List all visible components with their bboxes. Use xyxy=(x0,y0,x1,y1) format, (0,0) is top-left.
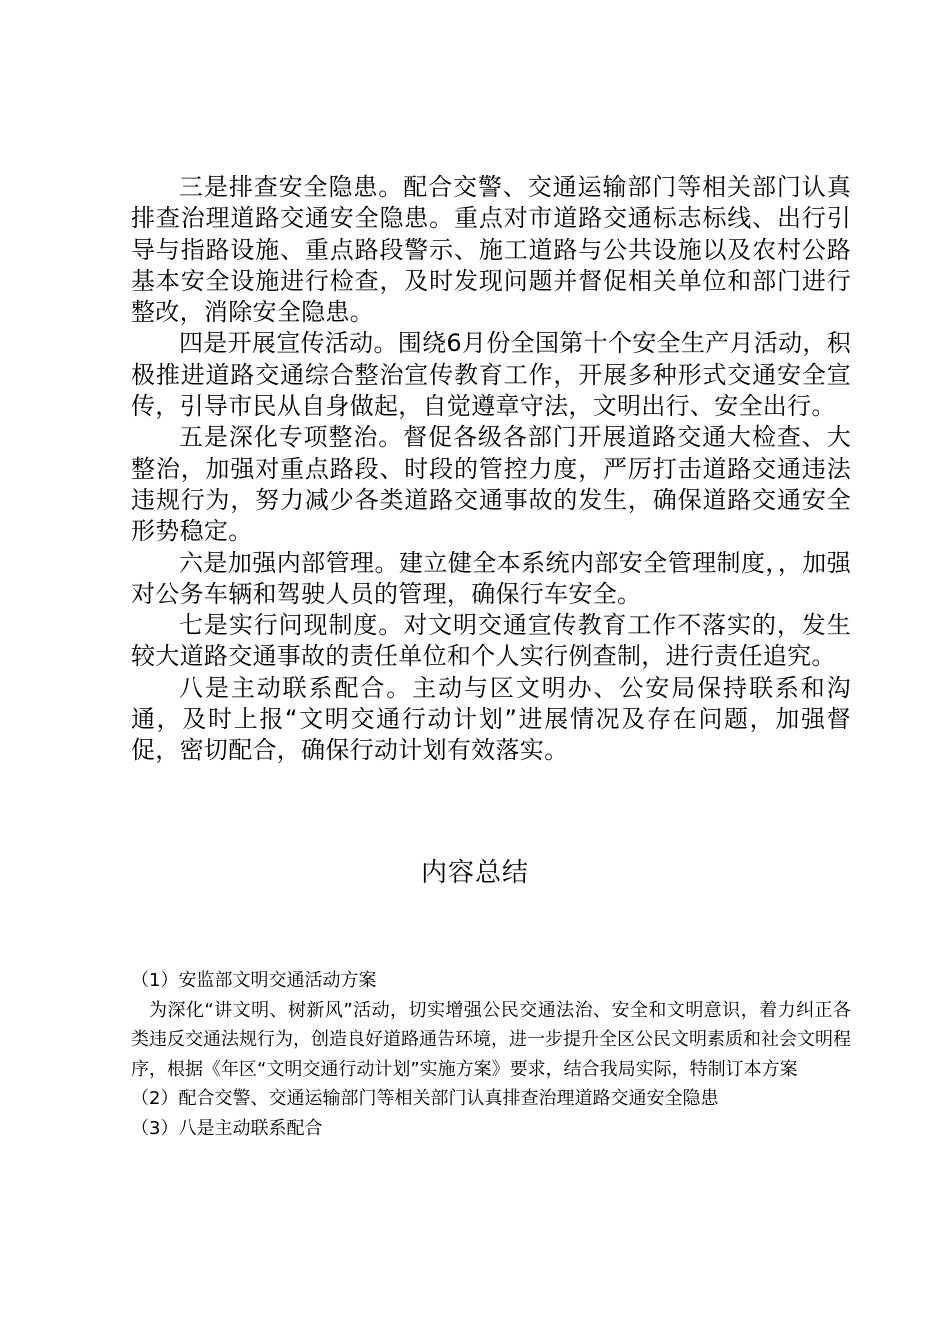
summary-section xyxy=(131,966,851,1143)
summary-title: 内容总结 xyxy=(420,858,529,888)
summary-item-1-text: 为深化“讲文明、树新风”活动，切实增强公民交通法治、安全和文明意识，着力纠正各类违反交通法规行为，创造良好道路通告环境，进一步提升全区公民文明素质和社会文明程序，根据《年区“文明交通行动计划”实施方案》要求，结合我局实际，特制订本方案 xyxy=(131,999,851,1080)
body-text xyxy=(131,172,851,767)
paragraph-publicity: 四是开展宣传活动。围绕6月份全国第十个安全生产月活动，积极推进道路交通综合整治宣传教育工作，开展多种形式交通安全宣传，引导市民从自身做起，自觉遵章守法，文明出行、安全出行。 xyxy=(131,329,851,421)
paragraph-coordination: 八是主动联系配合。主动与区文明办、公安局保持联系和沟通，及时上报“文明交通行动计划”进展情况及存在问题，加强督促，密切配合，确保行动计划有效落实。 xyxy=(131,673,851,765)
paragraph-internal-management: 六是加强内部管理。建立健全本系统内部安全管理制度，，加强对公务车辆和驾驶人员的管理，确保行车安全。 xyxy=(131,548,851,608)
summary-item-3: （3）八是主动联系配合 xyxy=(131,1117,323,1139)
paragraph-special-rectification: 五是深化专项整治。督促各级各部门开展道路交通大检查、大整治，加强对重点路段、时段的管控力度，严厉打击道路交通违法违规行为，努力减少各类道路交通事故的发生，确保道路交通安全形势稳定。 xyxy=(131,423,851,546)
paragraph-accountability: 七是实行问现制度。对文明交通宣传教育工作不落实的，发生较大道路交通事故的责任单位和个人实行例查制，进行责任追究。 xyxy=(131,611,851,671)
summary-item-2: （2）配合交警、交通运输部门等相关部门认真排查治理道路交通安全隐患 xyxy=(131,1088,719,1109)
summary-item-1: （1）安监部文明交通活动方案 xyxy=(131,970,377,991)
paragraph-inspect-hazards: 三是排查安全隐患。配合交警、交通运输部门等相关部门认真排查治理道路交通安全隐患。重点对市道路交通标志标线、出行引导与指路设施、重点路段警示、施工道路与公共设施以及农村公路基本安全设施进行检查，及时发现问题并督促相关单位和部门进行整改，消除安全隐患。 xyxy=(131,173,851,327)
